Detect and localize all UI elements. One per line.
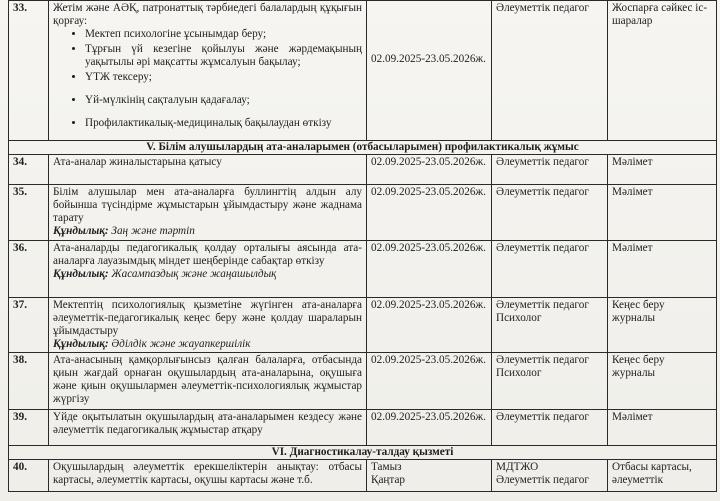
responsible-line: МДТЖО bbox=[496, 461, 539, 473]
row-number: 38. bbox=[9, 353, 49, 410]
table-row bbox=[9, 298, 717, 353]
row-content: Оқушылардың әлеуметтік ерекшеліктерін анықтау: отбасы картасы, әлеуметтік картасы, оқушы картасы және т.б. bbox=[49, 460, 367, 492]
row-number: 39. bbox=[9, 410, 49, 446]
value-label: Құндылық: bbox=[53, 225, 109, 237]
responsible-cell: Әлеуметтік педагог bbox=[492, 1, 608, 141]
plan-table bbox=[8, 0, 717, 492]
date-cell bbox=[367, 460, 492, 492]
row-content bbox=[49, 241, 367, 298]
value-line bbox=[53, 268, 362, 281]
list-item: • Үй-мүлкінің сақталуын қадағалау; bbox=[85, 94, 362, 107]
responsible-cell bbox=[492, 353, 608, 410]
responsible-cell: Әлеуметтік педагог bbox=[492, 185, 608, 241]
section-title: V. Білім алушылардың ата-аналарымен (отбасыларымен) профилактикалық жұмыс bbox=[9, 141, 717, 155]
row-content: Ата-аналар жиналыстарына қатысу bbox=[49, 155, 367, 185]
section-header bbox=[9, 446, 717, 460]
row-content: Ата-анасының қамқорлығынсыз қалған балаларға, отбасында қиын жағдай орнаған оқушылардың ата-аналарына, оқушыға және қиын оқушылармен әлеуметтік-психологиялық жұмыстар жүргізу bbox=[49, 353, 367, 410]
section-header bbox=[9, 141, 717, 155]
row-text: Ата-аналарды педагогикалық қолдау орталығы аясында ата-аналарға лауазымдық міндет шеңберінде сабақтар өткізу bbox=[53, 242, 362, 267]
value-label: Құндылық: bbox=[53, 338, 109, 350]
list-item: • Мектеп психологіне ұсынымдар беру; bbox=[85, 28, 362, 41]
value-line bbox=[53, 225, 362, 238]
result-cell: Жоспарға сәйкес іс-шаралар bbox=[608, 1, 717, 141]
responsible-cell bbox=[492, 298, 608, 353]
row-content bbox=[49, 1, 367, 141]
date-cell: 02.09.2025-23.05.2026ж. bbox=[367, 241, 492, 298]
responsible-cell: Әлеуметтік педагог bbox=[492, 155, 608, 185]
responsible-cell: Әлеуметтік педагог bbox=[492, 241, 608, 298]
result-line: Кеңес беру bbox=[612, 354, 665, 366]
list-item: • Профилактикалық-медициналық бақылаудан өткізу bbox=[85, 117, 362, 130]
result-cell: Мәлімет bbox=[608, 155, 717, 185]
date-cell: 02.09.2025-23.05.2026ж. bbox=[367, 155, 492, 185]
responsible-cell: Әлеуметтік педагог bbox=[492, 410, 608, 446]
responsible-line: Әлеуметтік педагог bbox=[496, 474, 589, 486]
table-row bbox=[9, 155, 717, 185]
date-cell: 02.09.2025-23.05.2026ж. bbox=[367, 185, 492, 241]
row-number: 35. bbox=[9, 185, 49, 241]
date-line: Тамыз bbox=[371, 461, 402, 473]
date-cell: 02.09.2025-23.05.2026ж. bbox=[367, 410, 492, 446]
row-number: 36. bbox=[9, 241, 49, 298]
table-row bbox=[9, 460, 717, 492]
result-cell: Отбасы картасы, әлеуметтік bbox=[608, 460, 717, 492]
value-label: Құндылық: bbox=[53, 268, 109, 280]
value-text: Заң және тәртіп bbox=[111, 225, 195, 237]
value-text: Әділдік және жауапкершілік bbox=[111, 338, 251, 350]
row-text: Білім алушылар мен ата-аналарға буллингтің алдын алу бойынша түсіндірме жұмыстарын ұйымдастыру және жаднама тарату bbox=[53, 186, 362, 224]
row-content bbox=[49, 185, 367, 241]
result-cell: Мәлімет bbox=[608, 410, 717, 446]
result-cell bbox=[608, 353, 717, 410]
row-content bbox=[49, 298, 367, 353]
date-cell: 02.09.2025-23.05.2026ж. bbox=[367, 298, 492, 353]
date-cell: 02.09.2025-23.05.2026ж. bbox=[367, 353, 492, 410]
date-cell: 02.09.2025-23.05.2026ж. bbox=[367, 1, 492, 141]
value-text: Жасампаздық және жаңашылдық bbox=[111, 268, 277, 280]
row-number: 33. bbox=[9, 1, 49, 141]
list-item: • ҮТЖ тексеру; bbox=[85, 71, 362, 84]
result-cell: Мәлімет bbox=[608, 241, 717, 298]
result-cell bbox=[608, 298, 717, 353]
responsible-line: Психолог bbox=[496, 367, 542, 379]
table-row bbox=[9, 410, 717, 446]
result-line: журналы bbox=[612, 367, 656, 379]
result-line: журналы bbox=[612, 312, 656, 324]
responsible-line: Психолог bbox=[496, 312, 542, 324]
table-row bbox=[9, 1, 717, 141]
result-line: Кеңес беру bbox=[612, 299, 665, 311]
section-title: VI. Диагностикалау-талдау қызметі bbox=[9, 446, 717, 460]
table-row bbox=[9, 353, 717, 410]
date-line: Қаңтар bbox=[371, 474, 405, 486]
result-cell: Мәлімет bbox=[608, 185, 717, 241]
responsible-line: Әлеуметтік педагог bbox=[496, 354, 589, 366]
row-content: Үйде оқытылатын оқушылардың ата-аналарымен кездесу және әлеуметтік педагогикалық жұмыстар атқару bbox=[49, 410, 367, 446]
value-line bbox=[53, 338, 362, 351]
row-number: 37. bbox=[9, 298, 49, 353]
row-number: 40. bbox=[9, 460, 49, 492]
row-intro: Жетім және АӘҚ, патронаттық тәрбиедегі балалардың құқығын қорғау: bbox=[53, 2, 362, 27]
bullet-list bbox=[53, 28, 362, 130]
table-row bbox=[9, 241, 717, 298]
responsible-line: Әлеуметтік педагог bbox=[496, 299, 589, 311]
table-row bbox=[9, 185, 717, 241]
row-text: Мектептің психологиялық қызметіне жүгінген ата-аналарға әлеуметтік-педагогикалық кеңес беру және қолдау шараларын ұйымдастыру bbox=[53, 299, 362, 337]
list-item: • Тұрғын үй кезегіне қойылуы және жәрдемақының уақытылы әрі мақсатты жұмсалуын бақылау; bbox=[85, 43, 362, 69]
row-number: 34. bbox=[9, 155, 49, 185]
responsible-cell bbox=[492, 460, 608, 492]
